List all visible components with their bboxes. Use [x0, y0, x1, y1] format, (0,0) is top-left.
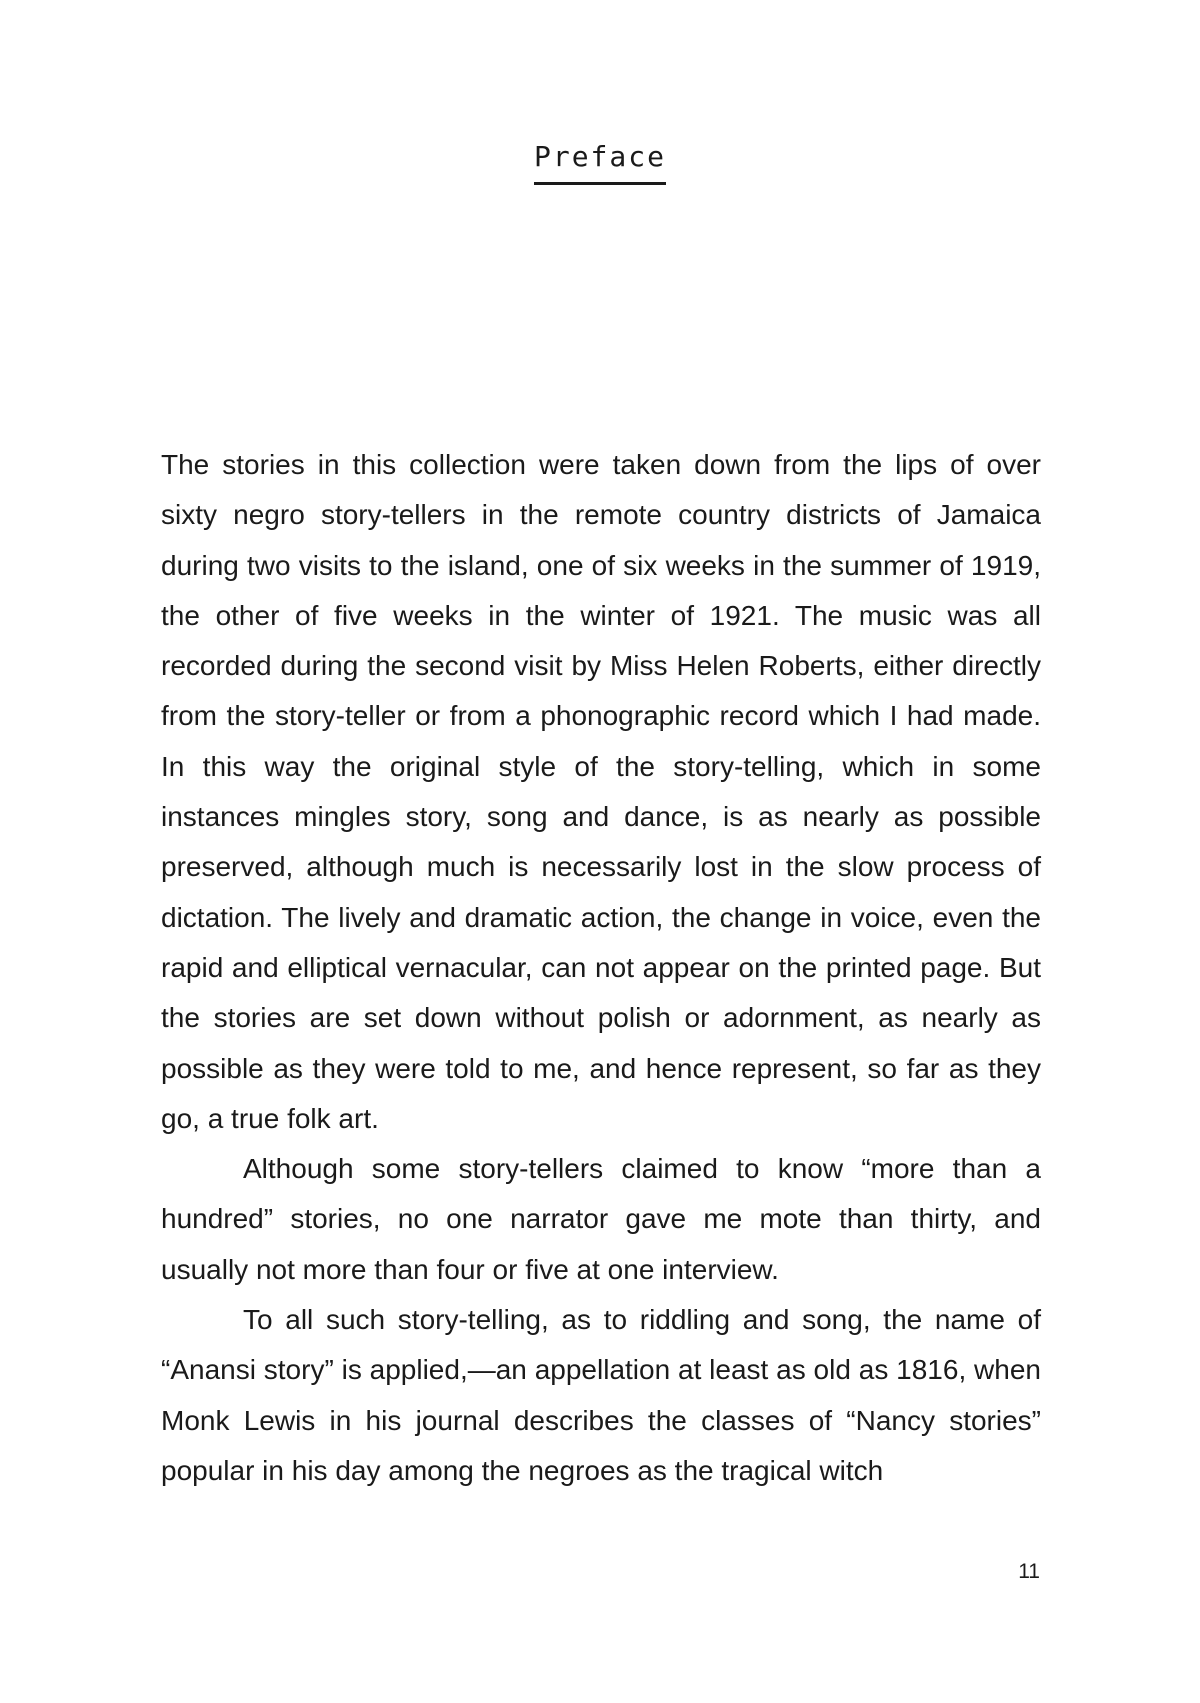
paragraph: To all such story-telling, as to riddling and song, the name of “Anansi story” is applied,—an appellation at least as old as 1816, when Monk Lewis in his journal describes the classes of “Nancy stories” popular in his day among the negroes as the tragical witch — [161, 1304, 1041, 1486]
page-heading: Preface — [534, 140, 666, 185]
paragraph: Although some story-tellers claimed to know “more than a hundred” stories, no one narrator gave me mote than thirty, and usually not more than four or five at one interview. — [161, 1153, 1041, 1285]
page-number: 11 — [1018, 1560, 1040, 1583]
heading-container — [0, 140, 1200, 185]
body-text — [161, 440, 1041, 1496]
paragraph: The stories in this collection were taken down from the lips of over sixty negro story-tellers in the remote country districts of Jamaica during two visits to the island, one of six weeks in the summer of 1919, the other of five weeks in the winter of 1921. The music was all recorded during the second visit by Miss Helen Roberts, either directly from the story-teller or from a phonographic record which I had made. In this way the original style of the story-telling, which in some instances mingles story, song and dance, is as nearly as possible preserved, although much is necessarily lost in the slow process of dictation. The lively and dramatic action, the change in voice, even the rapid and elliptical vernacular, can not appear on the printed page. But the stories are set down without polish or adornment, as nearly as possible as they were told to me, and hence represent, so far as they go, a true folk art. — [161, 449, 1041, 1134]
